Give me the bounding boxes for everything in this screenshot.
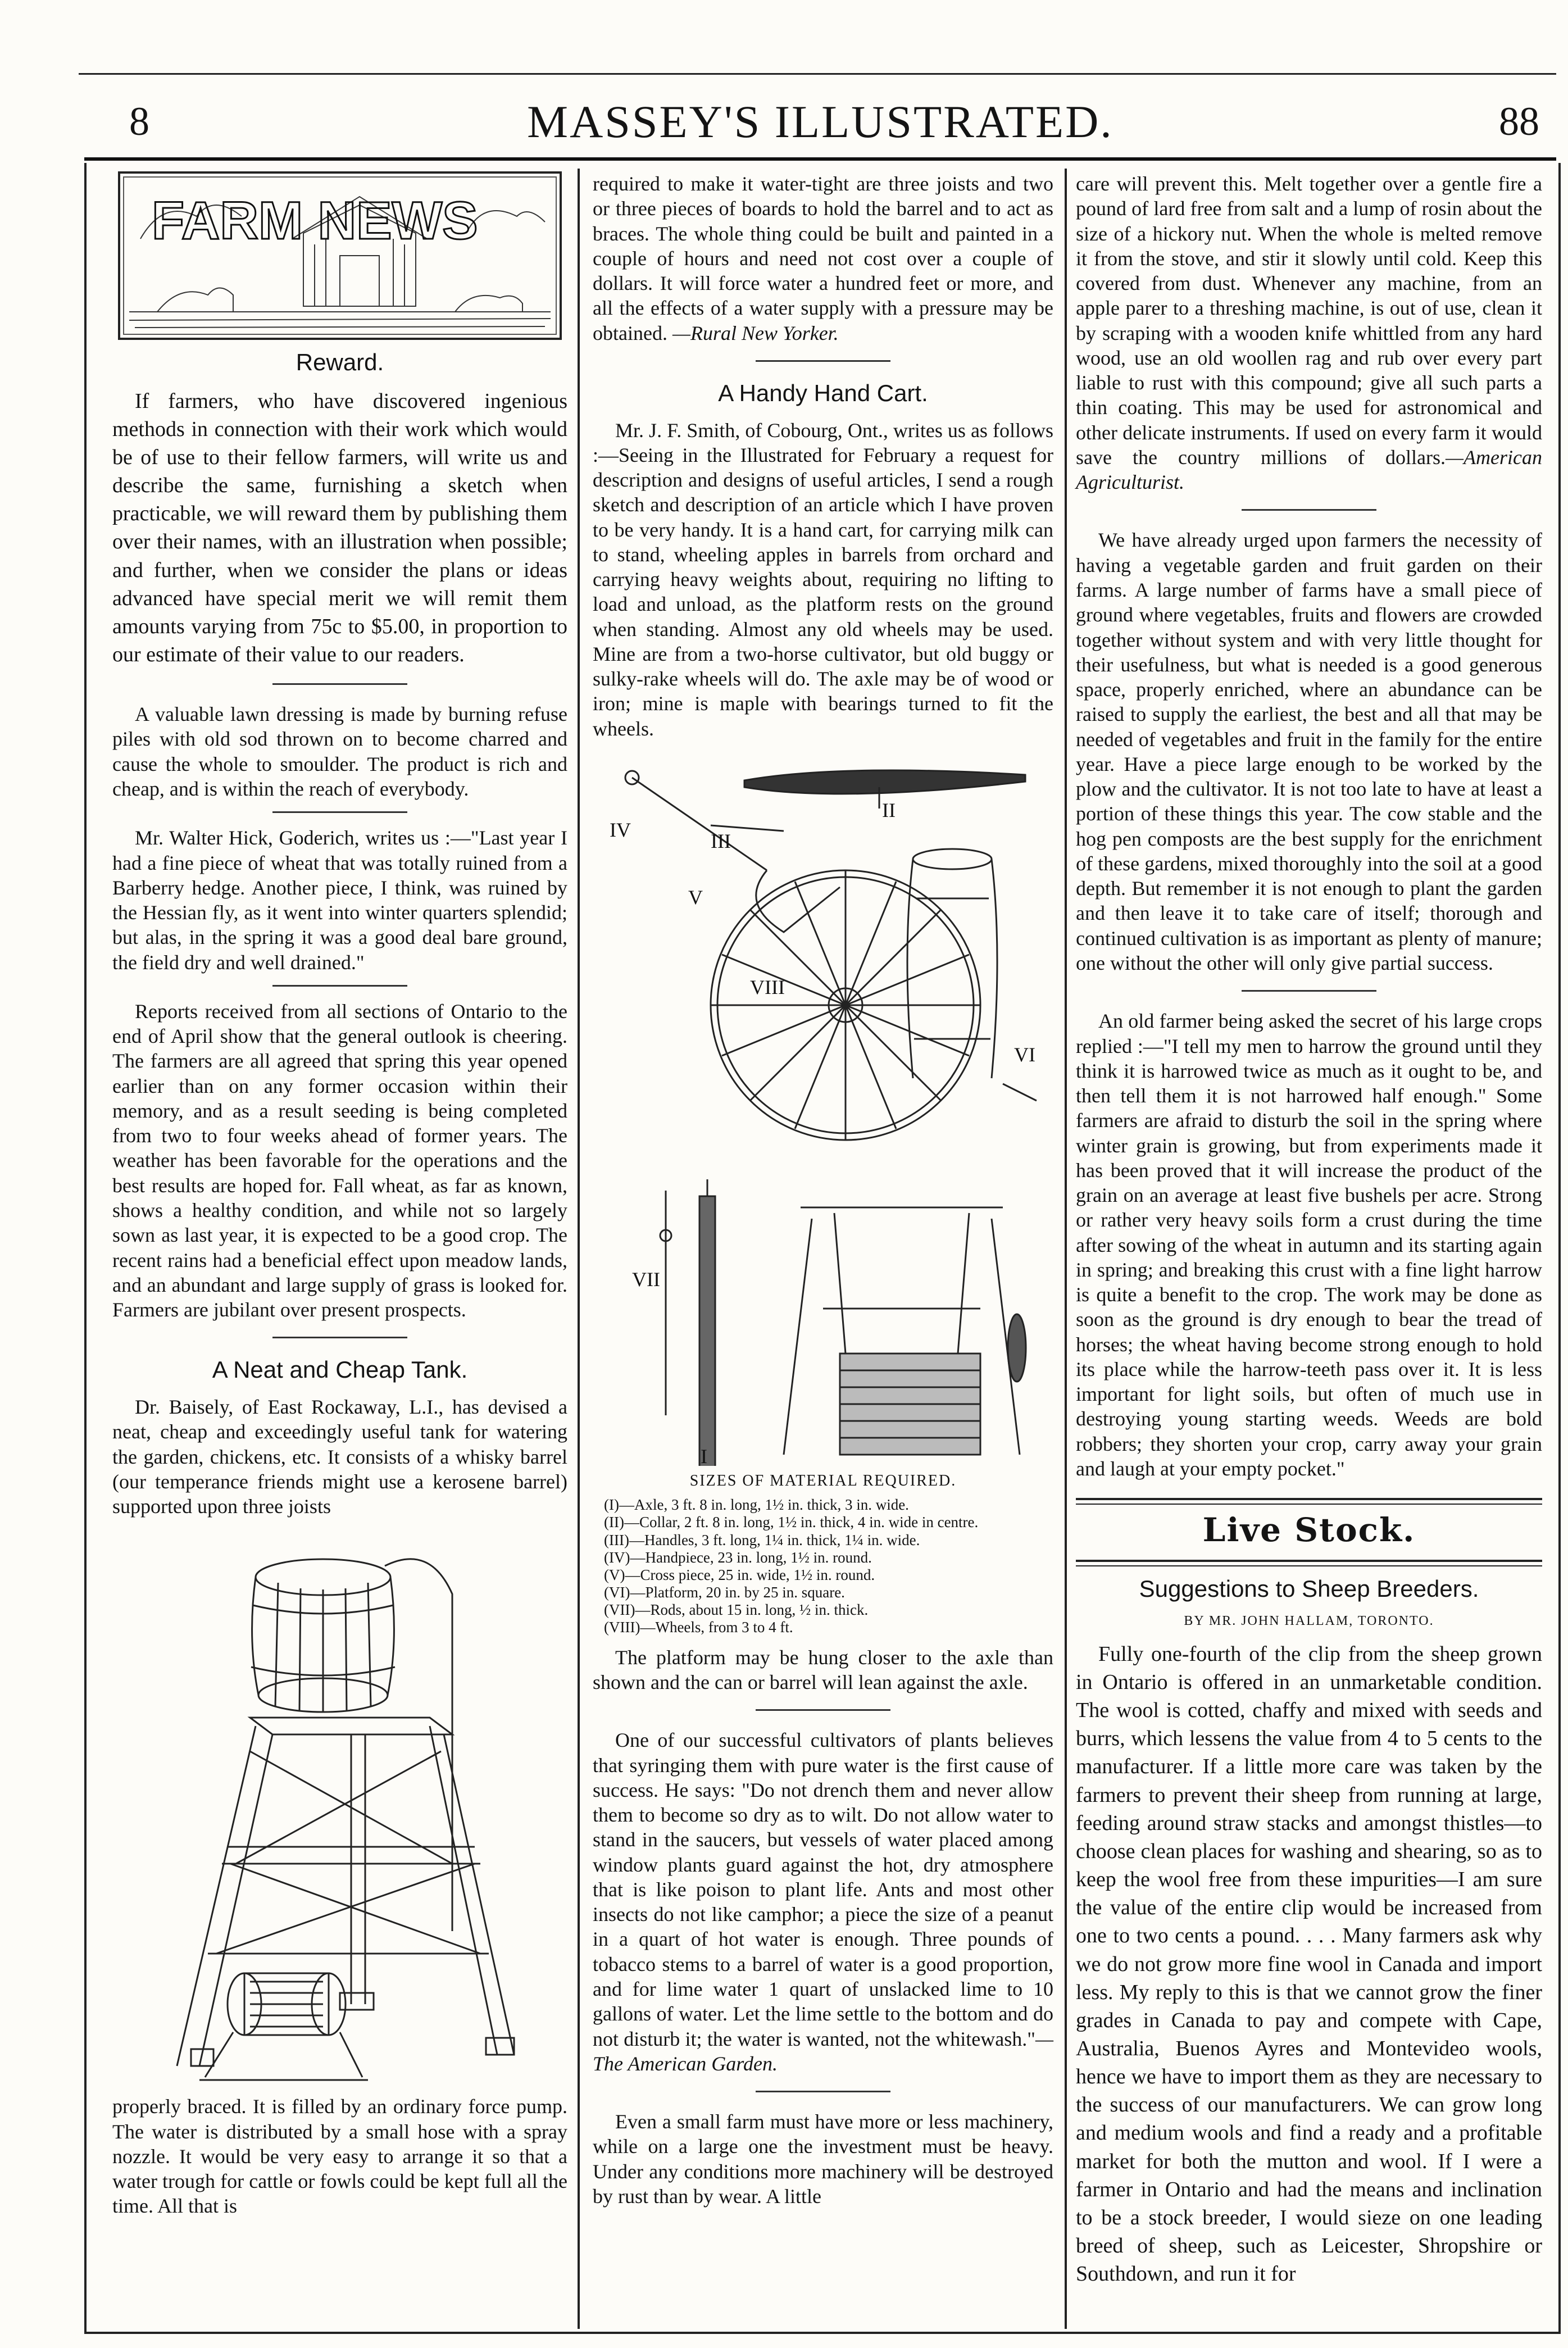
size-item: (I)—Axle, 3 ft. 8 in. long, 1½ in. thick, 3 in. wide. bbox=[604, 1496, 909, 1514]
size-item: (VIII)—Wheels, from 3 to 4 ft. bbox=[604, 1618, 793, 1636]
tank-heading: A Neat and Cheap Tank. bbox=[212, 1356, 468, 1383]
publication-title: MASSEY'S ILLUSTRATED. bbox=[527, 96, 1113, 147]
separator bbox=[1242, 509, 1376, 511]
cart-paragraph: Mr. J. F. Smith, of Cobourg, Ont., writes us as follows :—Seeing in the Illustrated for February a request for description and designs of useful articles, I send a rough sketch and description of an article which I have proven to be very handy. It is a hand cart, for carrying milk can to stand, wheeling apples in barrels from orchard and carrying heavy weights about, requiring no lifting to load and unload, as the platform rests on the ground when standing. Almost any old wheels may be used. Mine are from a two-horse cultivator, but old buggy or sulky-rake wheels will do. The axle may be of wood or iron; mine is maple with bearings turned to fit the wheels. bbox=[593, 419, 1053, 740]
column-1 bbox=[112, 171, 567, 2224]
cart-heading: A Handy Hand Cart. bbox=[718, 379, 928, 406]
banner-word-farm: FARM NEWS bbox=[152, 191, 478, 251]
section-rule bbox=[1076, 1560, 1542, 1566]
reports-paragraph: Reports received from all sections of Ontario to the end of April show that the general outlook is cheering. The farmers are all agreed that spring this year opened earlier than on any former occasion within their memory, and as a result seeding is being completed from two to four weeks ahead of former years. The weather has been favorable for the operations and the best results are hoped for. Fall wheat, as far as known, shows a healthy condition, and while not so largely sown as last year, it is expected to be a good crop. The recent rains had a beneficial effect upon meadow lands, and an abundant and large supply of grass is looked for. Farmers are jubilant over present prospects. bbox=[112, 1000, 567, 1321]
separator bbox=[272, 683, 407, 685]
sizes-list bbox=[604, 1496, 1053, 1636]
fig-label-vi: VI bbox=[1014, 1043, 1035, 1066]
size-item: (III)—Handles, 3 ft. long, 1¼ in. thick, 1¼ in. wide. bbox=[604, 1531, 920, 1548]
syringing-paragraph bbox=[593, 1728, 1053, 2076]
care-paragraph bbox=[1076, 171, 1542, 494]
page-number-right: 88 bbox=[1499, 99, 1539, 144]
size-item: (II)—Collar, 2 ft. 8 in. long, 1½ in. thick, 4 in. wide in centre. bbox=[604, 1514, 979, 1531]
fig-label-iii: III bbox=[711, 829, 731, 852]
machinery-paragraph: Even a small farm must have more or less machinery, while on a large one the investment must be heavy. Under any conditions more machinery will be destroyed by rust than by wear. A little bbox=[593, 2110, 1053, 2208]
live-stock-section-title: Live Stock. bbox=[1202, 1511, 1416, 1550]
syringing-source: —The American Garden. bbox=[593, 2027, 1053, 2075]
tank-end-text: required to make it water-tight are three joists and two or three pieces of boards to hold the barrel and to act as braces. The whole thing could be built and painted in a couple of hours and need not cost over a couple of dollars. It will force water a hundred feet or more, and all the effects of a water supply with a pressure may be obtained. bbox=[593, 172, 1053, 344]
column-3 bbox=[1076, 171, 1542, 2293]
fig-label-viii: VIII bbox=[750, 975, 785, 998]
lawn-dressing-paragraph: A valuable lawn dressing is made by burning refuse piles with old sod thrown on to become charred and cause the whole to smoulder. The product is rich and cheap, and is within the reach of everybody. bbox=[112, 703, 567, 801]
sizes-heading: SIZES OF MATERIAL REQUIRED. bbox=[689, 1472, 957, 1489]
section-rule bbox=[1076, 1498, 1542, 1505]
size-item: (VII)—Rods, about 15 in. long, ½ in. thick. bbox=[604, 1601, 869, 1618]
care-text: care will prevent this. Melt together over a gentle fire a pound of lard free from salt and a lump of rosin about the size of a hickory nut. When the whole is melted remove it from the stove, and stir it slowly until cold. Keep this covered from dust. Whenever any machine, from an apple parer to a threshing machine, is out of use, clean it by scraping with a wooden knife whittled from any hard wood, use an old woollen rag and rub over every part liable to rust with this compound; give all such parts a thin coating. This may be used for astronomical and other delicate instruments. If used on every farm it would save the country millions of dollars. bbox=[1076, 172, 1542, 469]
sheep-heading: Suggestions to Sheep Breeders. bbox=[1139, 1575, 1479, 1602]
masthead bbox=[84, 84, 1556, 169]
tank-intro-paragraph: Dr. Baisely, of East Rockaway, L.I., has devised a neat, cheap and exceedingly useful tank for watering the garden, chickens, etc. It consists of a whisky barrel (our temperance friends might use a kerosene barrel) supported upon three joists bbox=[112, 1395, 567, 1518]
reward-heading: Reward. bbox=[296, 349, 384, 375]
hand-cart-diagram bbox=[598, 747, 1048, 1466]
header-rule bbox=[84, 157, 1556, 161]
syringing-text: One of our successful cultivators of plants believes that syringing them with pure water is the first cause of success. He says: "Do not drench them and never allow them to become so dry as to wilt. Do not allow water to stand in the saucers, but vessels of water placed among window plants guard against the hot, dry atmosphere that is like poison to plant life. Ants and most other insects do not like camphor; a piece the size of a peanut in a quart of hot water is enough. Three pounds of tobacco stems to a barrel of water is a good proportion, and for lime water 1 quart of unslacked lime to 10 gallons of water. Let the lime settle to the bottom and do not disturb it; the water is wanted, not the whitewash." bbox=[593, 1729, 1053, 2050]
sheep-paragraph: Fully one-fourth of the clip from the sheep grown in Ontario is offered in an unmarketable condition. The wool is cotted, chaffy and mixed with seeds and burrs, which lessens the value from 4 to 5 cents to the manufacturer. If a little more care was taken by the farmers to prevent their sheep from running at large, feeding around straw stacks and amongst thistles—to choose clean places for washing and shearing, so as to keep the wool free from these impurities—I am sure the value of the entire clip would be increased from one to two cents a pound. . . . Many farmers ask why we do not grow more fine wool in Canada and import less. My reply to this is that we cannot grow the finer grades in Canada to pay and compete with Cape, Australia, Buenos Ayres and Montevideo wools, hence we have to import them as they are necessary to the success of our manufacturers. We can grow long and medium wools and find a ready and a profitable market for both the mutton and wool. If I were a farmer in Ontario and had the means and inclination to be a stock breeder, I would sieze on one leading breed of sheep, such as Leicester, Shropshire or Southdown, and run it for bbox=[1076, 1642, 1542, 2286]
platform-note-paragraph: The platform may be hung closer to the axle than shown and the can or barrel will lean against the axle. bbox=[593, 1646, 1053, 1694]
separator bbox=[756, 2091, 890, 2092]
size-item: (VI)—Platform, 20 in. by 25 in. square. bbox=[604, 1583, 845, 1601]
harrow-paragraph: An old farmer being asked the secret of his large crops replied :—"I tell my men to harrow the ground until they think it is harrowed twice as much as it ought to be, and then tell them it is not harrowed half enough." Some farmers are afraid to disturb the soil in the spring where winter grain is growing, but from experiments made it has been proved that it will increase the product of the grain on an average at least five bushels per acre. Strong or rather very heavy soils form a crust during the time after sowing of the wheat in autumn and its starting again in spring; and breaking this crust with a fine light harrow is quite a benefit to the crop. The work may be done as soon as the ground is dry enough to bear the tread of horses; the wheat having become strong enough to hold its place while the harrow-teeth pass over it. It is less important for light soils, but often of much use in destroying young starting weeds. Weeds are bold robbers; they shorten your crop, carry away your grain and laugh at your empty pocket." bbox=[1076, 1010, 1542, 1480]
size-item: (IV)—Handpiece, 23 in. long, 1½ in. round. bbox=[604, 1548, 872, 1566]
care-source: —American Agriculturist. bbox=[1076, 446, 1542, 494]
column-2 bbox=[593, 171, 1053, 2214]
top-border bbox=[79, 73, 1556, 75]
garden-paragraph: We have already urged upon farmers the necessity of having a vegetable garden and fruit garden on their farms. A large number of farms have a small piece of ground where vegetables, fruits and flowers are crowded together without system and with very little thought for their usefulness, but what is needed is a good generous space, properly enriched, where an abundance can be raised to supply the earliest, the best and all that may be needed of vegetables and fruit in the family for the entire year. Have a piece large enough to be worked by the plow and the cultivator. It is not too late to have at least a portion of these things this year. The cow stable and the hog pen composts are the best supply for the enrichment of these gardens, mixed thoroughly into the soil at a good depth. But remember it is not enough to plant the garden and then leave it to take care of itself; thorough and continued cultivation is as important as plenty of manure; one without the other will only give partial success. bbox=[1076, 529, 1542, 974]
sheep-byline: BY MR. JOHN HALLAM, TORONTO. bbox=[1184, 1614, 1434, 1629]
size-item: (V)—Cross piece, 25 in. wide, 1½ in. round. bbox=[604, 1566, 875, 1583]
tank-continuation-paragraph: properly braced. It is filled by an ordinary force pump. The water is distributed by a small hose with a spray nozzle. It would be very easy to arrange it so that a water trough for cattle or fowls could be kept full all the time. All that is bbox=[112, 2095, 567, 2218]
fig-label-iv: IV bbox=[610, 818, 631, 841]
separator bbox=[756, 1709, 890, 1711]
separator bbox=[756, 360, 890, 362]
water-tank-illustration bbox=[138, 1527, 542, 2094]
fig-label-i: I bbox=[701, 1445, 707, 1466]
page-number-left: 8 bbox=[129, 99, 149, 144]
column-divider bbox=[578, 169, 580, 2329]
separator bbox=[272, 811, 407, 813]
separator bbox=[272, 985, 407, 987]
fig-label-v: V bbox=[688, 885, 703, 909]
fig-label-ii: II bbox=[882, 798, 896, 821]
tank-end-paragraph bbox=[593, 171, 1053, 346]
reward-paragraph: If farmers, who have discovered ingenious methods in connection with their work which would be of use to their fellow farmers, will write us and describe the same, furnishing a sketch when practicable, we will reward them by publishing them over their names, with an illustration when possible; and further, when we consider the plans or ideas advanced have special merit we will remit them amounts varying from 75c to $5.00, in proportion to our estimate of their value to our readers. bbox=[112, 389, 567, 667]
hick-letter-paragraph: Mr. Walter Hick, Goderich, writes us :—"Last year I had a fine piece of wheat that was totally ruined from a Barberry hedge. Another piece, I think, was ruined by the Hessian fly, as it went into winter quarters splendid; but alas, in the spring it was a good deal bare ground, the field dry and well drained." bbox=[112, 826, 567, 974]
farm-news-banner bbox=[118, 171, 562, 340]
separator bbox=[272, 1337, 407, 1338]
fig-label-vii: VII bbox=[632, 1268, 660, 1291]
column-divider bbox=[1065, 169, 1067, 2329]
separator bbox=[1242, 990, 1376, 992]
tank-source: —Rural New Yorker. bbox=[672, 321, 839, 344]
